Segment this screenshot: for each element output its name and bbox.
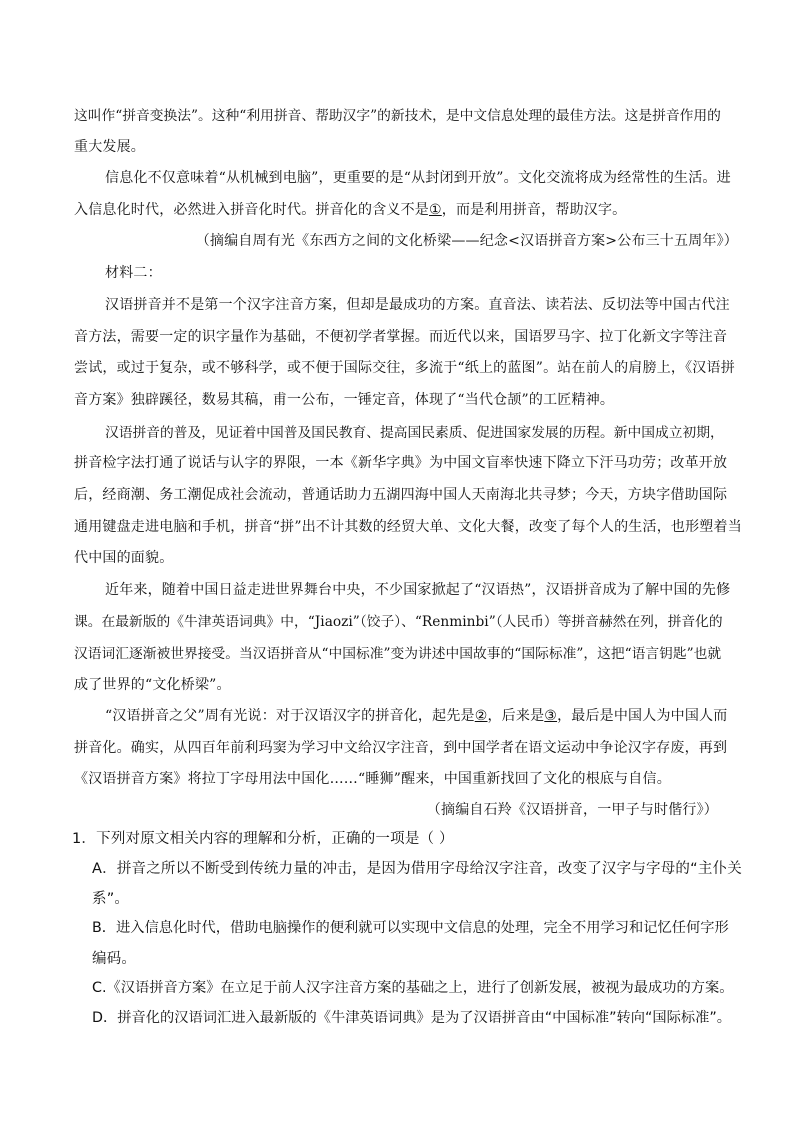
text-line: 后，经商潮、务工潮促成社会流动，普通话助力五湖四海中国人天南海北共寻梦；今天，方块字借助国际 xyxy=(74,487,728,503)
text-line: 课。在最新版的《牛津英语词典》中，“Jiaozi”（饺子）、“Renminbi”（人民币）等拼音赫然在列，拼音化的 xyxy=(74,614,723,630)
text-segment: ，而是利用拼音，帮助汉字。 xyxy=(441,202,627,218)
text-line xyxy=(74,199,626,219)
text-line: 《汉语拼音方案》将拉丁字母用法中国化……“睡狮”醒来，中国重新找回了文化的根底与自信。 xyxy=(74,771,671,787)
text-line: 音方案》独辟蹊径，数易其稿，甫一公布，一锤定音，体现了“当代仓颉”的工匠精神。 xyxy=(74,392,615,408)
text-line: 信息化不仅意味着“从机械到电脑”，更重要的是“从封闭到开放”。文化交流将成为经常性的生活。进 xyxy=(105,170,731,186)
source-citation: （摘编自石羚《汉语拼音，一甲子与时偕行》） xyxy=(426,802,718,818)
text-line: 尝试，或过于复杂，或不够科学，或不便于国际交往，多流于“纸上的蓝图”。站在前人的肩膀上，《汉语拼 xyxy=(74,360,735,376)
blank-2: ② xyxy=(474,708,488,724)
option-c[interactable]: C.《汉语拼音方案》在立足于前人汉字注音方案的基础之上，进行了创新发展，被视为最成功的方案。 xyxy=(92,980,734,996)
text-line: 汉语拼音的普及，见证着中国普及国民教育、提高国民素质、促进国家发展的历程。新中国成立初期， xyxy=(105,425,724,441)
option-b[interactable]: B．进入信息化时代，借助电脑操作的便利就可以实现中文信息的处理，完全不用学习和记忆任何字形 xyxy=(92,920,729,936)
option-a-continued: 系”。 xyxy=(92,891,130,907)
option-a[interactable]: A．拼音之所以不断受到传统力量的冲击，是因为借用字母给汉字注音，改变了汉字与字母的“主仆关 xyxy=(92,861,742,877)
text-line: 通用键盘走进电脑和手机，拼音“拼”出不计其数的经贸大单、文化大餐，改变了每个人的生活，也形塑着当 xyxy=(74,519,742,535)
text-line: 音方法，需要一定的识字量作为基础，不便初学者掌握。而近代以来，国语罗马字、拉丁化新文字等注音 xyxy=(74,329,728,345)
text-line: 汉语词汇逐渐被世界接受。当汉语拼音从“中国标准”变为讲述中国故事的“国际标准”，这把“语言钥匙”也就 xyxy=(74,646,722,662)
text-line: 这叫作“拼音变换法”。这种“利用拼音、帮助汉字”的新技术，是中文信息处理的最佳方法。这是拼音作用的 xyxy=(74,108,721,124)
text-line: 近年来，随着中国日益走进世界舞台中央，不少国家掀起了“汉语热”，汉语拼音成为了解中国的先修 xyxy=(105,582,731,598)
text-segment: ，最后是中国人为中国人而 xyxy=(557,708,728,724)
question-stem: 1．下列对原文相关内容的理解和分析，正确的一项是（ ） xyxy=(72,831,454,847)
text-segment: ，后来是 xyxy=(487,708,545,724)
text-line: 成了世界的“文化桥梁”。 xyxy=(74,677,231,693)
text-line: 汉语拼音并不是第一个汉字注音方案，但却是最成功的方案。直音法、读若法、反切法等中国古代注 xyxy=(105,297,730,313)
option-d[interactable]: D．拼音化的汉语词汇进入最新版的《牛津英语词典》是为了汉语拼音由“中国标准”转向“国际标准”。 xyxy=(92,1010,732,1026)
text-line: 代中国的面貌。 xyxy=(74,550,174,566)
text-segment: 入信息化时代，必然进入拼音化时代。拼音化的含义不是 xyxy=(74,202,429,218)
material-label: 材料二： xyxy=(105,265,162,281)
text-line: 拼音检字法打通了说话与认字的界限，一本《新华字典》为中国文盲率快速下降立下汗马功劳；改革开放 xyxy=(74,455,728,471)
text-line: 重大发展。 xyxy=(74,139,145,155)
text-segment: “汉语拼音之父”周有光说：对于汉语汉字的拼音化，起先是 xyxy=(105,708,475,724)
blank-1: ① xyxy=(429,202,442,218)
source-citation: （摘编自周有光《东西方之间的文化桥梁——纪念<汉语拼音方案>公布三十五周年》） xyxy=(195,233,738,249)
text-line xyxy=(105,705,727,725)
blank-3: ③ xyxy=(544,708,558,724)
option-b-continued: 编码。 xyxy=(92,951,137,967)
text-line: 拼音化。确实，从四百年前利玛窦为学习中文给汉字注音，到中国学者在语文运动中争论汉字存废，再到 xyxy=(74,740,728,756)
